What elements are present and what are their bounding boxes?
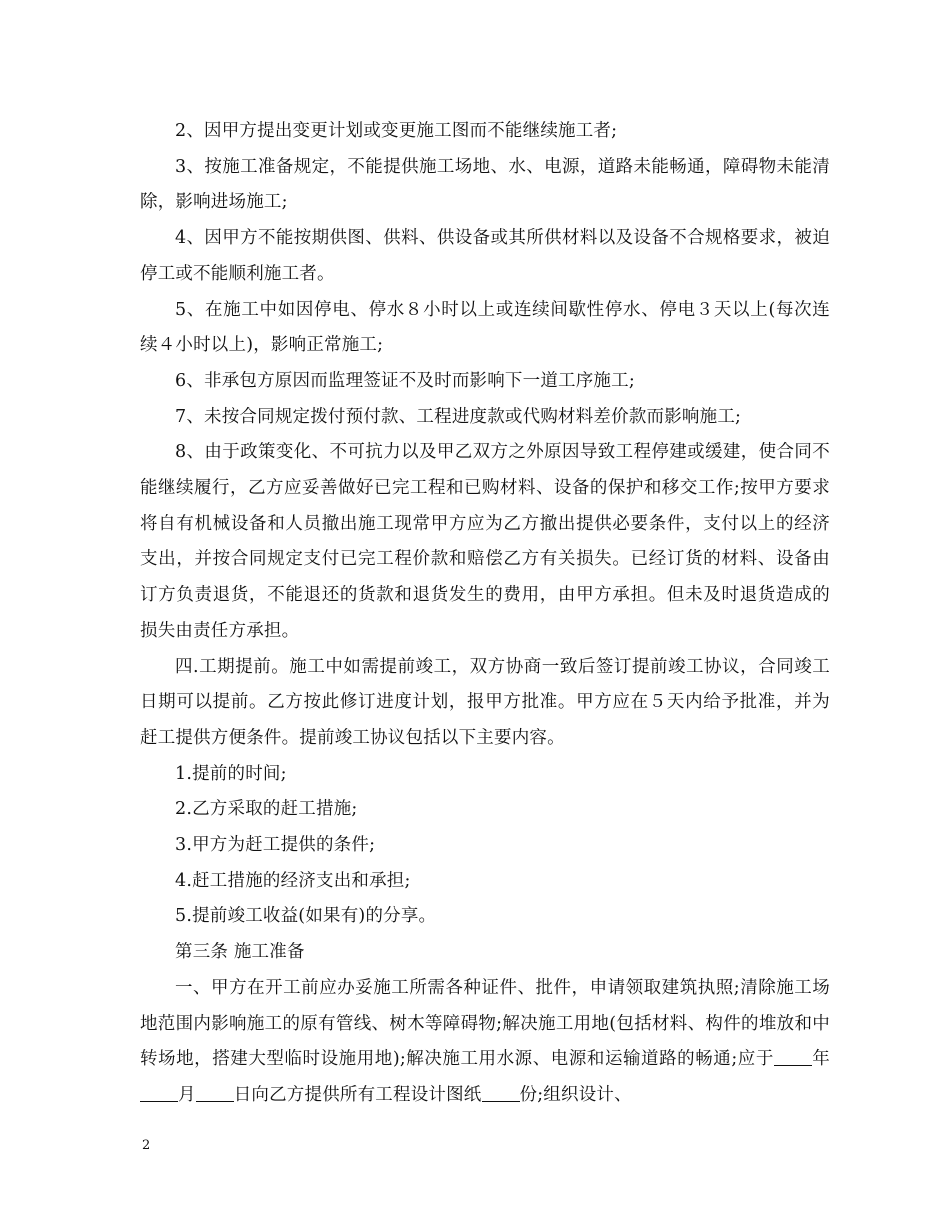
page-number: 2 xyxy=(142,1138,151,1153)
paragraph: 四.工期提前。施工中如需提前竣工，双方协商一致后签订提前竣工协议，合同竣工日期可以提前。乙方按此修订进度计划，报甲方批准。甲方应在５天内给予批准，并为赶工提供方便条件。提前竣工协议包括以下主要内容。 xyxy=(140,656,830,748)
paragraph: 8、由于政策变化、不可抗力以及甲乙双方之外原因导致工程停建或缓建，使合同不能继续履行，乙方应妥善做好已完工程和已购材料、设备的保护和移交工作;按甲方要求将自有机械设备和人员撤出施工现常甲方应为乙方撤出提供必要条件，支付以上的经济支出，并按合同规定支付已完工程价款和赔偿乙方有关损失。已经订货的材料、设备由订方负责退货，不能退还的货款和退货发生的费用，由甲方承担。但未及时退货造成的损失由责任方承担。 xyxy=(140,442,830,641)
paragraph: 6、非承包方原因而监理签证不及时而影响下一道工序施工; xyxy=(175,370,635,391)
list-item: 4.赶工措施的经济支出和承担; xyxy=(175,870,411,891)
section-heading: 第三条 施工准备 xyxy=(175,942,305,963)
paragraph-with-blanks xyxy=(140,971,830,1114)
list-item: 1.提前的时间; xyxy=(175,763,287,784)
paragraph: 5、在施工中如因停电、停水８小时以上或连续间歇性停水、停电３天以上(每次连续４小时以上)，影响正常施工; xyxy=(140,299,830,356)
paragraph-text: 份;组织设计、 xyxy=(519,1084,632,1105)
fill-in-blank[interactable] xyxy=(774,1047,812,1066)
list-item: 3.甲方为赶工提供的条件; xyxy=(175,835,376,856)
paragraph: 4、因甲方不能按期供图、供料、供设备或其所供材料以及设备不合规格要求，被迫停工或不能顺利施工者。 xyxy=(140,228,830,284)
paragraph-text: 一、甲方在开工前应办妥施工所需各种证件、批件，申请领取建筑执照;清除施工场地范围内影响施工的原有管线、树木等障碍物;解决施工用地(包括材料、构件的堆放和中转场地，搭建大型临时设施用地);解决施工用水源、电源和运输道路的畅通;应于 xyxy=(140,977,830,1070)
paragraph-text: 年 xyxy=(811,1049,830,1070)
document-body xyxy=(140,114,830,1114)
fill-in-blank[interactable] xyxy=(140,1083,178,1102)
fill-in-blank[interactable] xyxy=(196,1083,234,1102)
fill-in-blank[interactable] xyxy=(482,1083,520,1102)
list-item: 5.提前竣工收益(如果有)的分享。 xyxy=(175,906,437,927)
paragraph: 7、未按合同规定拨付预付款、工程进度款或代购材料差价款而影响施工; xyxy=(175,406,742,427)
paragraph-text: 月 xyxy=(178,1084,196,1105)
list-item: 2.乙方采取的赶工措施; xyxy=(175,799,358,820)
paragraph-text: 日向乙方提供所有工程设计图纸 xyxy=(233,1084,482,1105)
paragraph: 3、按施工准备规定，不能提供施工场地、水、电源，道路未能畅通，障碍物未能清除，影响进场施工; xyxy=(140,156,830,213)
paragraph: 2、因甲方提出变更计划或变更施工图而不能继续施工者; xyxy=(175,121,618,141)
